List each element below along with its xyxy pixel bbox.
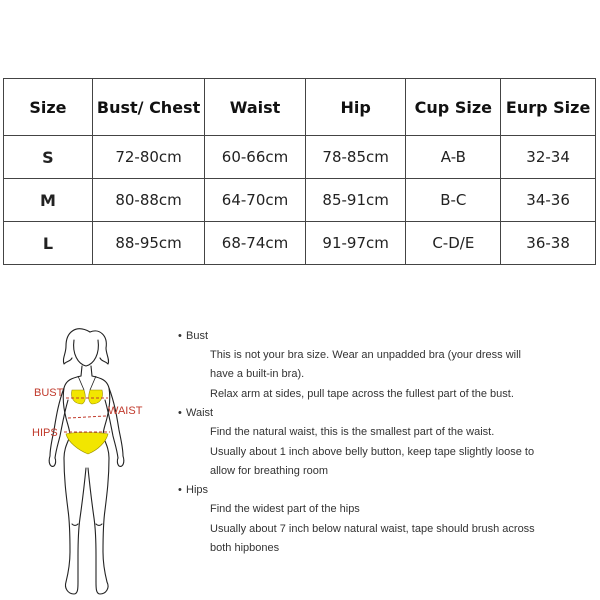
waist-cell: 68-74cm (205, 222, 306, 265)
measuring-instructions (178, 327, 588, 559)
cup-size-cell: A-B (406, 136, 501, 179)
bust-label: BUST (34, 387, 64, 399)
header-waist: Waist (205, 79, 306, 136)
waist-label: WAIST (108, 405, 143, 417)
bust-cell: 88-95cm (92, 222, 204, 265)
bust-instruction-line: This is not your bra size. Wear an unpadded bra (your dress will (210, 349, 521, 361)
bust-section-title: • Bust (178, 327, 588, 346)
hips-label: HIPS (32, 427, 58, 439)
header-cup-size: Cup Size (406, 79, 501, 136)
bullet-icon: • (178, 330, 182, 342)
eurp-size-cell: 36-38 (501, 222, 596, 265)
hips-instruction-line: both hipbones (210, 542, 280, 555)
hip-cell: 91-97cm (305, 222, 406, 265)
size-cell: L (4, 222, 93, 265)
table-row (4, 136, 596, 179)
waist-cell: 60-66cm (205, 136, 306, 179)
header-hip: Hip (305, 79, 406, 136)
header-bust: Bust/ Chest (92, 79, 204, 136)
hips-instruction-line: Usually about 7 inch below natural waist, tape should brush across (210, 522, 535, 535)
measurement-figure (28, 318, 168, 598)
cup-size-cell: C-D/E (406, 222, 501, 265)
bikini-bottom (66, 433, 108, 455)
table-row (4, 222, 596, 265)
header-size: Size (4, 79, 93, 136)
body-outline-icon (28, 318, 168, 598)
header-eurp-size: Eurp Size (501, 79, 596, 136)
waist-instruction-line: allow for breathing room (210, 465, 329, 478)
bikini-top-left (71, 390, 85, 404)
eurp-size-cell: 32-34 (501, 136, 596, 179)
eurp-size-cell: 34-36 (501, 179, 596, 222)
bullet-icon: • (178, 407, 182, 420)
hip-cell: 85-91cm (305, 179, 406, 222)
table-row (4, 179, 596, 222)
waist-line (68, 416, 106, 418)
waist-cell: 64-70cm (205, 179, 306, 222)
size-cell: M (4, 179, 93, 222)
waist-instruction-line: Usually about 1 inch above belly button, keep tape slightly loose to (210, 445, 535, 458)
bullet-icon: • (178, 484, 182, 497)
table-header-row (4, 79, 596, 136)
bust-instruction-line: have a built-in bra). (210, 368, 305, 381)
hips-instruction-line: Find the widest part of the hips (210, 503, 360, 516)
bust-cell: 80-88cm (92, 179, 204, 222)
waist-instruction-line: Find the natural waist, this is the smallest part of the waist. (210, 426, 495, 439)
bust-cell: 72-80cm (92, 136, 204, 179)
waist-section-title: • Waist (178, 404, 588, 423)
bust-instruction-line: Relax arm at sides, pull tape across the fullest part of the bust. (210, 387, 514, 400)
size-chart-table (3, 78, 596, 265)
size-cell: S (4, 136, 93, 179)
hips-section-title: • Hips (178, 481, 588, 500)
cup-size-cell: B-C (406, 179, 501, 222)
bikini-top-right (89, 390, 103, 404)
hip-cell: 78-85cm (305, 136, 406, 179)
